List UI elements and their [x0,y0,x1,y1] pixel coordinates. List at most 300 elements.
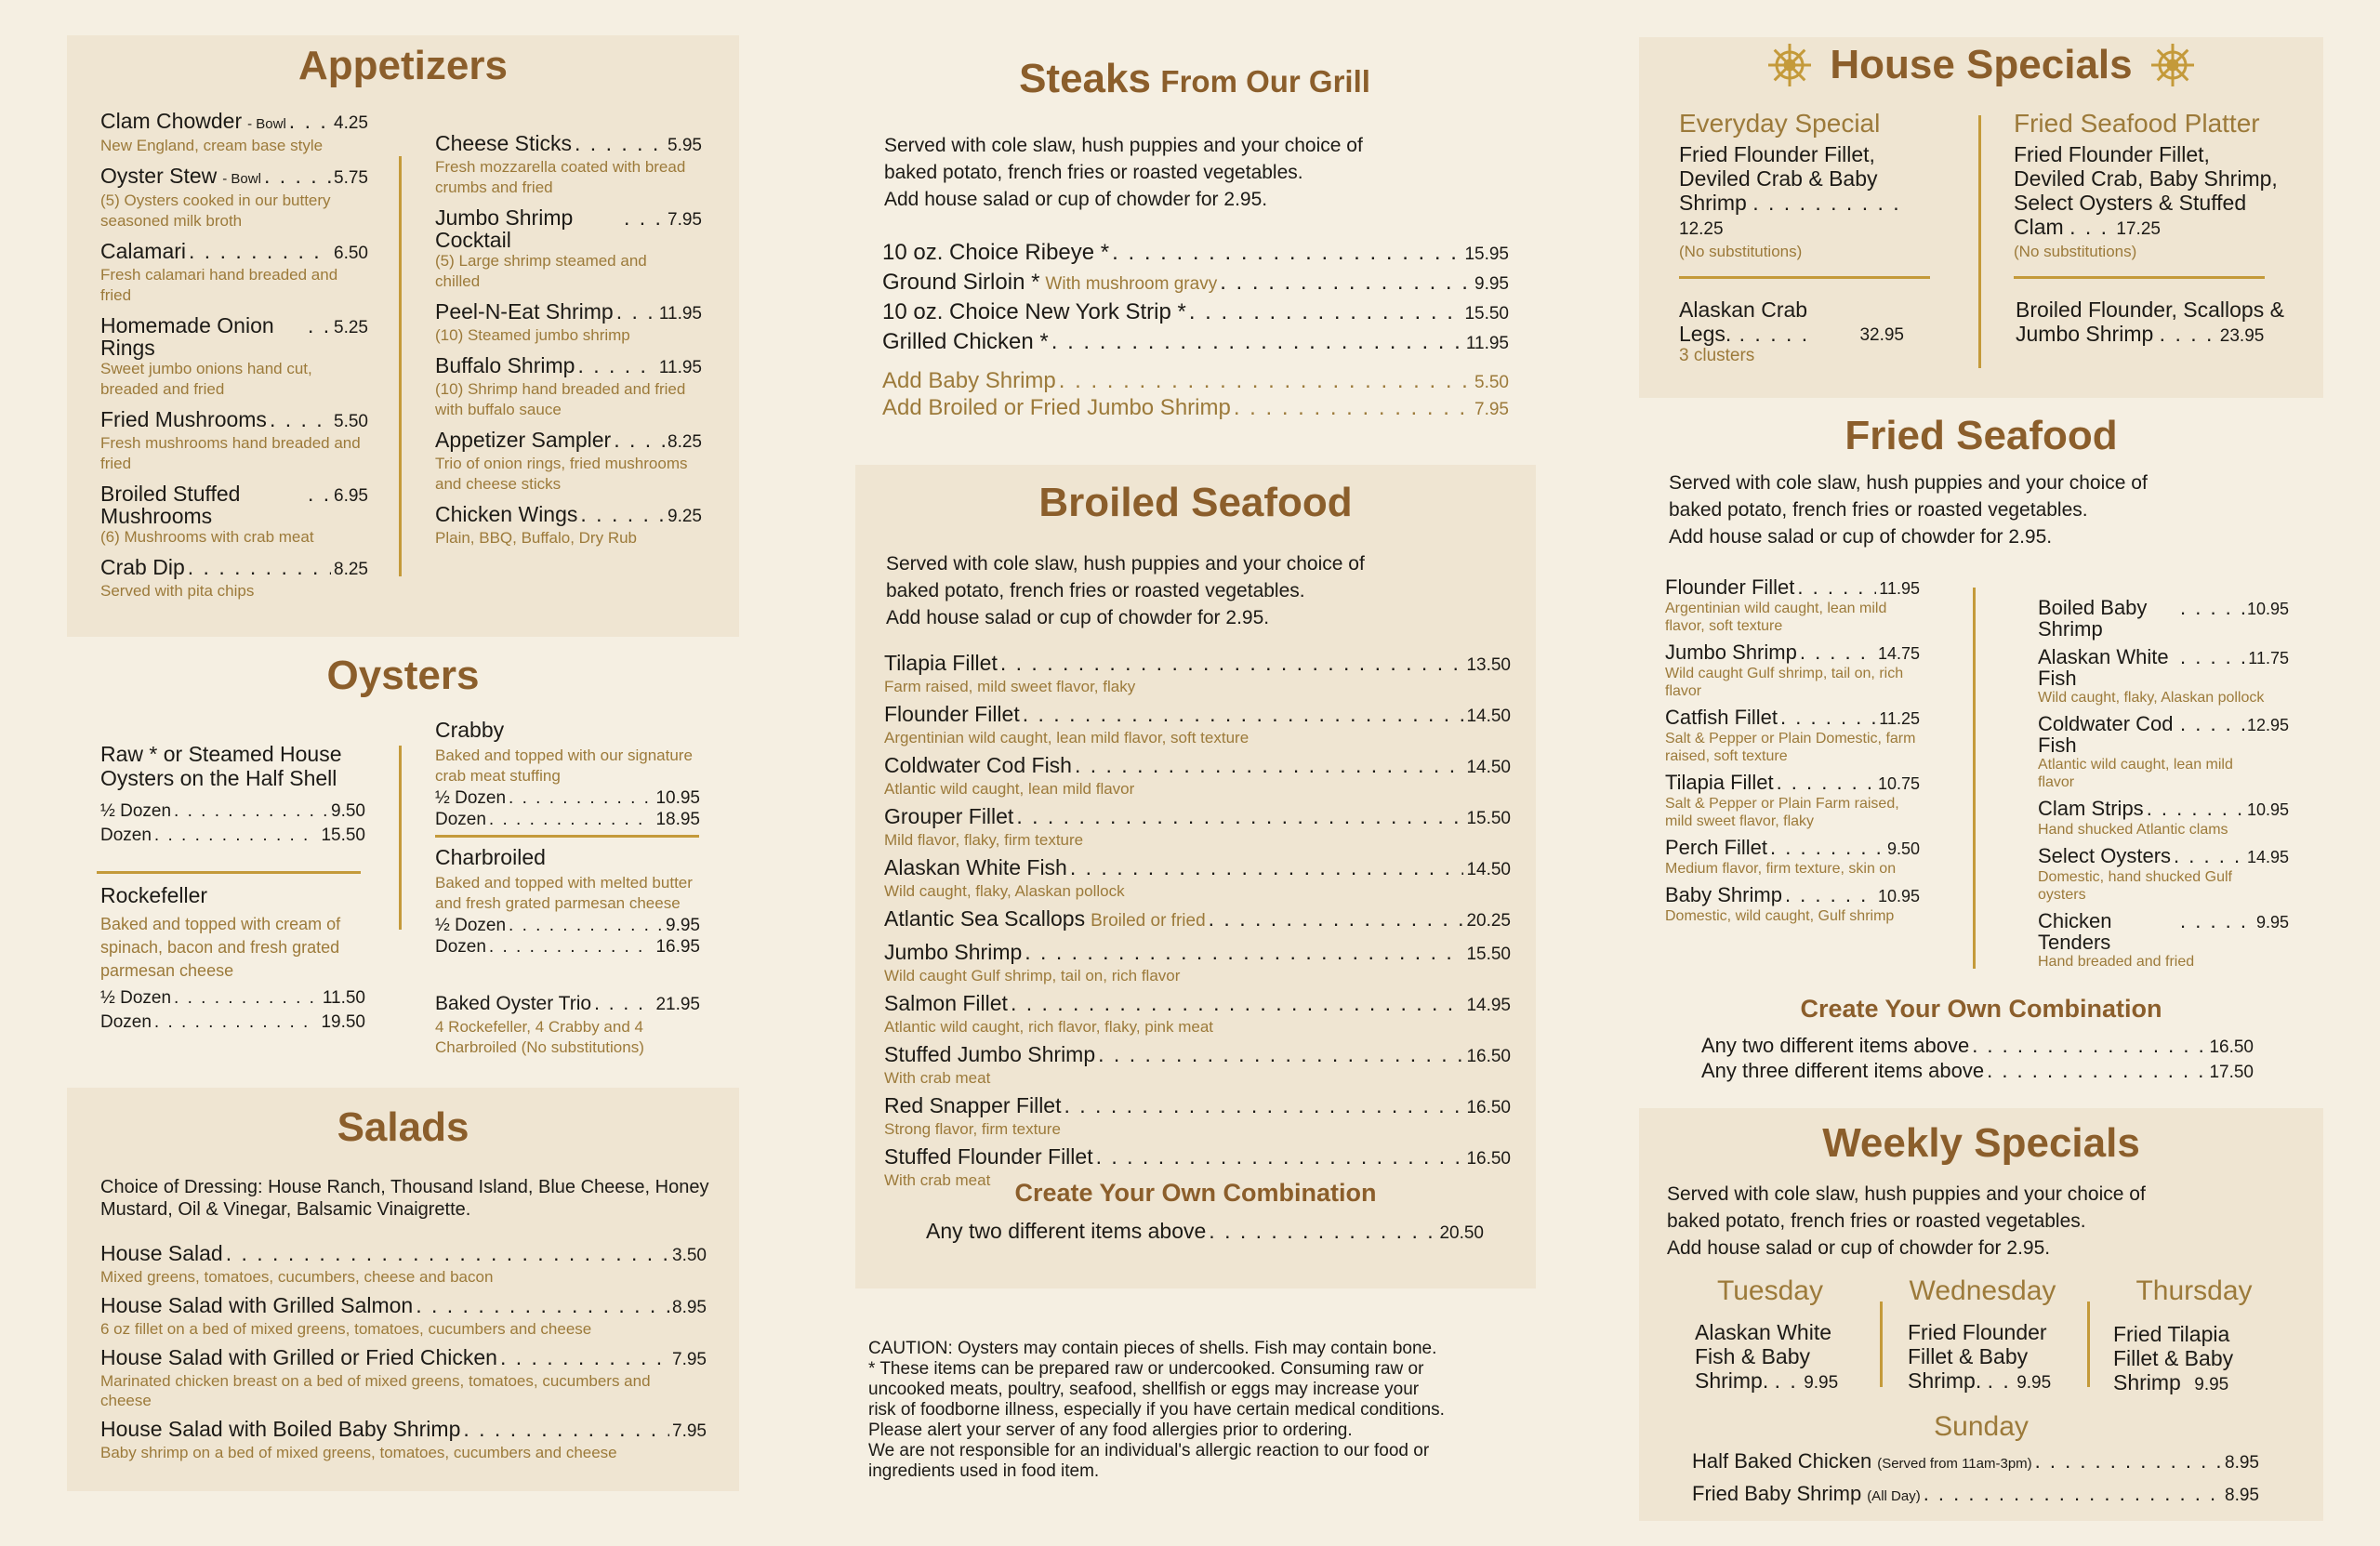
appetizers-divider [399,156,402,576]
menu-item-row [884,702,1511,729]
menu-item-name: Appetizer Sampler [435,428,612,452]
house-divider [1978,115,1981,368]
menu-item [884,906,1511,933]
weekly-thursday-price: 9.95 [2194,1375,2229,1394]
dot-leader [1972,1034,2206,1057]
menu-item [1665,772,1920,830]
menu-item-row [100,110,368,136]
menu-item-row [1692,1483,2259,1508]
salads-list [100,1242,707,1470]
dot-leader [500,1346,669,1368]
oysters-title: Oysters [326,653,480,698]
dot-leader [1797,576,1876,598]
dot-leader [308,314,331,337]
menu-item-name: Clam Strips [2038,797,2144,820]
menu-item-row [100,1346,707,1371]
fried-divider [1973,588,1976,969]
menu-item-price: 10.95 [1877,887,1920,905]
menu-item [882,330,1509,356]
menu-item-name: Jumbo Shrimp [884,940,1023,964]
menu-item-price: 12.95 [2246,716,2289,734]
dot-leader [1059,368,1472,393]
dot-leader [1051,330,1463,354]
menu-item-desc: Trio of onion rings, fried mushrooms and cheese sticks [435,455,688,493]
weekly-tuesday-name: Alaskan White Fish & Baby Shrimp. [1695,1320,1832,1393]
menu-item-row [100,165,368,191]
menu-item [100,1346,707,1410]
menu-item-price: 16.50 [1466,1047,1511,1066]
house-platter-price: 17.25 [2116,219,2161,239]
menu-item [100,408,368,474]
caution-line: CAUTION: Oysters may contain pieces of shells. Fish may contain bone. [868,1339,1437,1358]
broiled-combo-price: 20.50 [1439,1223,1484,1243]
dot-leader [2174,845,2244,866]
menu-item-name: Tilapia Fillet [1665,771,1774,794]
menu-item-name: Buffalo Shrimp [435,353,575,377]
menu-item-desc: Strong flavor, firm texture [884,1120,1061,1138]
menu-item [882,241,1509,267]
weekly-wednesday-label: Wednesday [1909,1275,2056,1306]
house-crab-price: 32.95 [1859,325,1904,345]
menu-item-name: Half Baked Chicken [1692,1449,1872,1473]
menu-item-name: 10 oz. Choice New York Strip * [882,299,1186,324]
menu-item-name: Coldwater Cod Fish [884,753,1072,777]
menu-item [1665,641,1920,700]
menu-item-row [1665,772,1920,795]
menu-item-row [1665,707,1920,730]
menu-item-desc: Argentinian wild caught, lean mild flavor, soft texture [884,729,1250,747]
menu-item-price: 14.50 [1466,758,1511,777]
broiled-combo-name: Any two different items above [926,1219,1207,1243]
menu-item [435,429,702,495]
menu-item [1665,884,1920,925]
dot-leader [1112,241,1461,265]
weekly-tuesday: Alaskan White Fish & Baby Shrimp. . . 9.95 [1695,1320,1839,1393]
menu-item-name: Crab Dip [100,555,185,579]
dot-leader [614,429,665,451]
menu-item-name: Stuffed Jumbo Shrimp [884,1042,1096,1066]
addon-name: Add Broiled or Fried Jumbo Shrimp [882,395,1231,420]
salads-dressing: Choice of Dressing: House Ranch, Thousand Island, Blue Cheese, Honey Mustard, Oil & Vinegar, Balsamic Vinaigrette. [100,1177,709,1220]
dot-leader [1070,855,1464,879]
menu-item-name: Flounder Fillet [884,702,1020,726]
oysters-crabby-half-price: 10.95 [655,788,700,808]
menu-item-row [884,906,1511,933]
menu-item-price: 8.95 [2225,1486,2259,1505]
house-broiled-name: Broiled Flounder, Scallops & Jumbo Shrimp [2016,297,2284,346]
menu-item-desc: Hand breaded and fried [2038,954,2195,970]
menu-item-desc: Argentinian wild caught, lean mild flavor, soft texture [1665,601,1887,634]
menu-item-row [435,206,702,251]
oysters-trio-price: 21.95 [655,995,700,1014]
menu-item-row [882,241,1509,267]
intro-line: Served with cole slaw, hush puppies and your choice of [1669,472,2148,494]
menu-item-row [2038,597,2289,640]
dot-leader [577,354,655,377]
house-platter-note: (No substitutions) [2014,243,2137,260]
menu-item-row [1665,884,1920,907]
menu-item-desc: Atlantic wild caught, lean mild flavor [2038,757,2233,790]
menu-item-name: Clam Chowder [100,109,243,133]
appetizers-left-list [100,110,368,610]
menu-item-row [884,1144,1511,1171]
menu-item-price: 14.95 [2246,848,2289,866]
menu-item-note: (All Day) [1867,1488,1921,1504]
menu-item-price: 14.50 [1466,707,1511,726]
menu-item-name: Jumbo Shrimp [1665,641,1797,664]
menu-item-row [1665,576,1920,600]
fried-right-list [2038,597,2289,977]
menu-item-desc: Salt & Pepper or Plain Farm raised, mild sweet flavor, flaky [1665,796,1899,829]
dot-leader [1098,1042,1463,1066]
menu-item-row [2038,713,2289,756]
dot-leader [270,408,331,430]
menu-item [2038,646,2289,707]
oysters-rockefeller-dozen-price: 19.50 [321,1012,365,1032]
menu-item-row [882,300,1509,326]
menu-item-row [100,408,368,433]
menu-item-row [884,940,1511,967]
menu-item [884,1042,1511,1087]
caution-line: ingredients used in food item. [868,1461,1100,1481]
menu-item-name: Alaskan White Fish [884,855,1067,879]
oysters-charbroiled [435,845,700,958]
weekly-thursday-label: Thursday [2135,1275,2253,1306]
menu-item-row [884,1042,1511,1069]
menu-item [100,1242,707,1287]
menu-item-row [100,1294,707,1319]
menu-item-row [1665,837,1920,860]
menu-item [2038,845,2289,904]
menu-item [435,354,702,420]
menu-item-desc: Sweet jumbo onions hand cut, breaded and fried [100,360,312,398]
weekly-divider-1 [1880,1302,1883,1387]
dot-leader [463,1418,669,1440]
dot-leader [189,240,331,262]
menu-item [884,940,1511,984]
salads-title: Salads [337,1104,469,1150]
menu-item-name: Baby Shrimp [1665,883,1782,906]
menu-item-name: Ground Sirloin * [882,270,1040,295]
oysters-charbroiled-half-price: 9.95 [666,916,700,935]
menu-item-price: 11.95 [658,358,702,377]
dot-leader [1023,702,1464,726]
menu-item-name: Chicken Tenders [2038,909,2112,954]
menu-item-price: 11.25 [1879,709,1920,728]
menu-item-price: 8.95 [672,1298,707,1317]
menu-item-name: Calamari [100,239,187,263]
ship-wheel-icon [1766,42,1813,88]
menu-item-desc: Salt & Pepper or Plain Domestic, farm raised, soft texture [1665,731,1916,764]
menu-item-desc: Farm raised, mild sweet flavor, flaky [884,678,1136,695]
menu-item-price: 7.95 [672,1421,707,1441]
weekly-sunday-list [1692,1450,2259,1515]
menu-item [884,855,1511,900]
menu-item-desc: (10) Steamed jumbo shrimp [435,326,630,344]
menu-item-desc: Atlantic wild caught, lean mild flavor [884,780,1135,798]
oysters-raw-name: Raw * or Steamed House Oysters on the Half Shell [100,742,342,790]
menu-item-price: 5.25 [334,318,368,337]
menu-item-desc: Domestic, wild caught, Gulf shrimp [1665,908,1895,924]
intro-line: Served with cole slaw, hush puppies and your choice of [886,553,1365,575]
menu-item-row [884,651,1511,678]
menu-item-name: Chicken Wings [435,502,578,526]
oysters-rockefeller-desc: Baked and topped with cream of spinach, bacon and fresh grated parmesan cheese [100,915,341,980]
menu-item-name: Red Snapper Fillet [884,1093,1062,1117]
menu-item-desc: Wild caught, flaky, Alaskan pollock [2038,690,2265,706]
menu-item [884,702,1511,747]
intro-line: Served with cole slaw, hush puppies and your choice of [1667,1183,2146,1205]
menu-item-price: 13.50 [1466,655,1511,675]
menu-item-desc: Fresh mushrooms hand breaded and fried [100,434,361,472]
menu-item-desc: With crab meat [884,1171,991,1189]
house-everyday-name: Fried Flounder Fillet, Deviled Crab & Baby Shrimp [1679,142,1878,215]
menu-item [884,753,1511,798]
menu-item-row [2038,798,2289,821]
menu-item [100,482,368,548]
oysters-raw-half-price: 9.50 [331,801,365,821]
menu-item-name: Broiled Stuffed Mushrooms [100,482,241,528]
oysters-raw-dozen-price: 15.50 [321,826,365,845]
fried-combo-title: Create Your Own Combination [1800,995,2162,1023]
house-specials-title: House Specials [1830,42,2133,87]
oysters-crabby-half-label: ½ Dozen [435,788,507,808]
caution-line: risk of foodborne illness, especially if you have certain medical conditions. [868,1400,1445,1420]
menu-item-price: 4.25 [334,113,368,133]
menu-item [435,503,702,548]
menu-item-name: Select Oysters [2038,844,2172,867]
steaks-addons [882,368,1509,422]
dot-leader [575,132,665,154]
menu-item-row [435,354,702,379]
menu-item-row [100,556,368,581]
menu-item-price: 15.95 [1464,244,1509,264]
dot-leader [416,1294,669,1316]
menu-item [884,651,1511,695]
weekly-wednesday-price: 9.95 [2016,1373,2052,1393]
menu-item-desc: Plain, BBQ, Buffalo, Dry Rub [435,529,638,547]
house-platter-title: Fried Seafood Platter [2014,109,2260,138]
menu-item-name: House Salad [100,1241,223,1265]
oysters-trio [435,993,700,1058]
steaks-title [855,56,1534,102]
house-everyday-price: 12.25 [1679,219,1724,239]
menu-item-desc: Hand shucked Atlantic clams [2038,822,2228,838]
menu-item-desc: New England, cream base style [100,137,324,154]
menu-item-desc: 6 oz fillet on a bed of mixed greens, tomatoes, cucumbers and cheese [100,1320,592,1338]
menu-item [884,1093,1511,1138]
dot-leader [624,206,665,229]
house-specials-header [1639,42,2323,88]
menu-item-name: Fried Baby Shrimp [1692,1482,1862,1505]
dot-leader [1800,641,1875,663]
menu-item-row [1692,1450,2259,1475]
menu-item-note: - Bowl [222,171,261,187]
menu-item-desc: Medium flavor, firm texture, skin on [1665,861,1897,877]
menu-item-price: 11.75 [2248,649,2289,667]
menu-item-name: Salmon Fillet [884,991,1008,1015]
menu-item-row [884,753,1511,780]
steaks-list [882,241,1509,360]
dot-leader [1924,1483,2222,1505]
menu-item [2038,798,2289,839]
caution-line: Please alert your server of any food allergies prior to ordering. [868,1420,1353,1440]
menu-item-price: 15.50 [1464,304,1509,324]
combo-name: Any three different items above [1701,1059,1985,1082]
house-crab-name: Alaskan Crab Legs. [1679,297,1808,346]
intro-line: baked potato, french fries or roasted vegetables. [1667,1210,2086,1232]
menu-item-desc: (10) Shrimp hand breaded and fried with buffalo sauce [435,380,686,418]
menu-item-desc: Wild caught, flaky, Alaskan pollock [884,882,1125,900]
menu-item [435,300,702,346]
weekly-wednesday: Fried Flounder Fillet & Baby Shrimp. . . 9.95 [1908,1320,2052,1393]
addon-price: 5.50 [1474,373,1509,392]
ship-wheel-icon [2149,42,2196,88]
menu-item-price: 5.50 [334,412,368,431]
menu-item-price: 14.75 [1877,644,1920,663]
house-crab: Alaskan Crab Legs. . . . . . 32.95 3 clusters [1679,297,1949,366]
addon-row [882,368,1509,395]
menu-item-row [100,314,368,359]
oysters-charbroiled-desc: Baked and topped with melted butter and fresh grated parmesan cheese [435,874,693,912]
dot-leader [1025,940,1463,964]
menu-item-price: 10.75 [1877,774,1920,793]
menu-item [2038,910,2289,971]
menu-item-name: House Salad with Grilled Salmon [100,1293,414,1317]
menu-item [100,556,368,601]
menu-item-price: 20.25 [1466,911,1511,931]
menu-item-price: 8.25 [334,560,368,579]
addon-row [882,395,1509,422]
menu-item-desc: Domestic, hand shucked Gulf oysters [2038,869,2232,903]
menu-item [1692,1483,2259,1508]
caution-line: uncooked meats, poultry, seafood, shellfish or eggs may increase your [868,1380,1420,1399]
menu-item-row [2038,646,2289,689]
menu-item-name: Tilapia Fillet [884,651,998,675]
menu-item [100,1418,707,1462]
steaks-title-main: Steaks [1019,56,1151,101]
menu-item-row [435,132,702,157]
menu-item-desc: Wild caught Gulf shrimp, tail on, rich flavor [1665,666,1904,699]
menu-item-price: 10.95 [2246,600,2289,618]
caution-text [868,1339,1538,1482]
dot-leader [289,110,331,132]
dot-leader [2035,1450,2222,1473]
dot-leader [308,482,331,505]
steaks-intro [884,132,1363,213]
dot-leader [1016,804,1463,828]
dot-leader [1011,991,1464,1015]
dot-leader [1189,300,1462,324]
menu-item-row [882,271,1509,297]
menu-item-name: Atlantic Sea Scallops [884,906,1086,931]
menu-item-row [100,1418,707,1443]
menu-item-desc: Mixed greens, tomatoes, cucumbers, cheese and bacon [100,1268,494,1286]
menu-item [882,300,1509,326]
dot-leader [264,165,331,187]
menu-item-price: 14.95 [1466,996,1511,1015]
menu-item-note: (Served from 11am-3pm) [1877,1456,2032,1472]
menu-item-price: 8.95 [2225,1453,2259,1473]
oysters-crabby-dozen-label: Dozen [435,810,486,829]
weekly-divider-2 [2087,1302,2090,1387]
menu-item-desc: Fresh mozzarella coated with bread crumbs and fried [435,158,686,196]
dot-leader [1000,651,1464,675]
menu-item-desc: With crab meat [884,1069,991,1087]
oysters-crabby-desc: Baked and topped with our signature crab meat stuffing [435,747,693,785]
combo-price: 16.50 [2209,1037,2254,1057]
broiled-combo-title: Create Your Own Combination [1014,1179,1377,1207]
menu-item-desc: (5) Oysters cooked in our buttery seasoned milk broth [100,192,331,230]
menu-item-price: 16.50 [1466,1149,1511,1169]
house-everyday: Everyday Special Fried Flounder Fillet, Deviled Crab & Baby Shrimp . . . . . . . . . . 12.25 (No substitutions) [1679,109,1949,262]
menu-item-name: Stuffed Flounder Fillet [884,1144,1093,1169]
combo-row [1701,1059,2254,1084]
appetizers-title: Appetizers [298,43,508,88]
oysters-left-rule [97,871,361,874]
menu-item-desc: (6) Mushrooms with crab meat [100,528,314,546]
menu-item-name: Flounder Fillet [1665,575,1795,599]
menu-item-desc: Wild caught Gulf shrimp, tail on, rich flavor [884,967,1181,984]
dot-leader [616,300,656,323]
intro-line: baked potato, french fries or roasted vegetables. [886,580,1305,601]
broiled-title: Broiled Seafood [1038,480,1353,525]
oysters-crabby-name: Crabby [435,718,505,742]
dot-leader [226,1242,669,1264]
menu-item [884,804,1511,849]
combo-row [1701,1034,2254,1059]
menu-item-name: Peel-N-Eat Shrimp [435,299,614,324]
menu-item-price: 15.50 [1466,945,1511,964]
oysters-trio-name: Baked Oyster Trio [435,993,592,1014]
menu-item-row [435,503,702,528]
menu-item [435,206,702,292]
broiled-combo [926,1219,1484,1246]
menu-item-name: Boiled Baby Shrimp [2038,596,2148,641]
combo-price: 17.50 [2209,1063,2254,1082]
oysters-rockefeller-half-price: 11.50 [322,988,365,1008]
menu-item-desc: Atlantic wild caught, rich flavor, flaky, pink meat [884,1018,1214,1036]
weekly-intro [1667,1181,2146,1262]
menu-item-price: 9.25 [668,507,702,526]
menu-item-name: Grouper Fillet [884,804,1014,828]
house-platter-name: Fried Flounder Fillet, Deviled Crab, Baby Shrimp, Select Oysters & Stuffed Clam [2014,142,2278,239]
menu-item [2038,713,2289,791]
menu-item-note: With mushroom gravy [1045,274,1218,294]
dot-leader [188,556,331,578]
broiled-list [884,651,1511,1196]
menu-item-price: 15.50 [1466,809,1511,828]
broiled-intro [886,550,1365,631]
dot-leader [2180,713,2244,734]
dot-leader [2180,646,2245,667]
menu-item-name: Fried Mushrooms [100,407,267,431]
menu-item-price: 16.50 [1466,1098,1511,1117]
menu-item-price: 5.95 [668,136,702,155]
menu-item [100,1294,707,1339]
house-platter: Fried Seafood Platter Fried Flounder Fillet, Deviled Crab, Baby Shrimp, Select Oysters & Stuffed Clam . . . 17.25 (No substitutions) [2014,109,2293,262]
oysters-raw [100,742,365,846]
oysters-rockefeller-dozen-label: Dozen [100,1012,152,1032]
menu-item-note: - Bowl [247,116,286,132]
house-everyday-note: (No substitutions) [1679,243,1803,260]
menu-item [1665,576,1920,635]
dot-leader [1987,1059,2206,1082]
weekly-title: Weekly Specials [1822,1120,2140,1166]
menu-item-name: House Salad with Boiled Baby Shrimp [100,1417,461,1441]
menu-item-row [435,300,702,325]
intro-line: baked potato, french fries or roasted vegetables. [1669,499,2088,521]
